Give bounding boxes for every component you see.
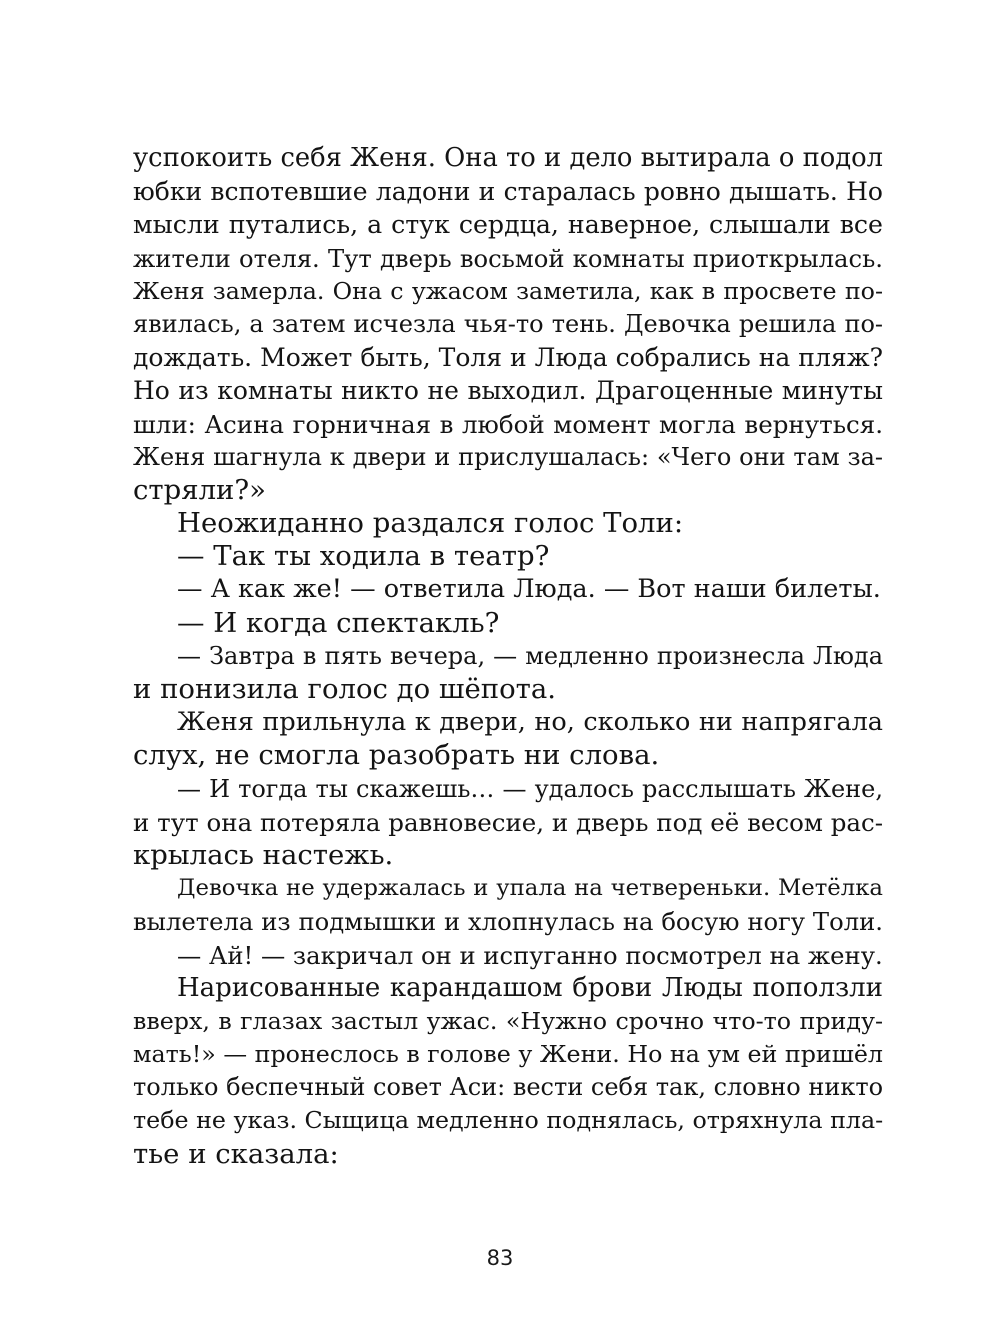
page-number: 83	[486, 1246, 514, 1270]
text-line-11: стряли?»	[133, 473, 266, 506]
text-line-3: мысли путались, а стук сердца, наверное, слышали все	[133, 210, 883, 240]
text-line-10: Женя шагнула к двери и прислушалась: «Чего они там за-	[133, 442, 883, 471]
text-line-19: слух, не смогла разобрать ни слова.	[133, 739, 660, 772]
text-line-17: и понизила голос до шёпота.	[133, 673, 556, 705]
text-line-15: — И когда спектакль?	[177, 606, 500, 639]
text-line-28: мать!» — пронеслось в голове у Жени. Но на ум ей пришёл	[133, 1040, 883, 1069]
text-line-13: — Так ты ходила в театр?	[177, 540, 550, 573]
text-line-12: Неожиданно раздался голос Толи:	[177, 507, 684, 540]
text-line-14: — А как же! — ответила Люда. — Вот наши билеты.	[177, 574, 881, 605]
text-line-8: Но из комнаты никто не выходил. Драгоценные минуты	[133, 376, 883, 406]
text-line-21: и тут она потеряла равновесие, и дверь под её весом рас-	[133, 807, 883, 837]
body-text	[133, 142, 883, 1171]
text-line-25: — Ай! — закричал он и испуганно посмотрел на жену.	[177, 940, 883, 970]
text-line-5: Женя замерла. Она с ужасом заметила, как в просвете по-	[133, 276, 883, 305]
text-line-23: Девочка не удержалась и упала на четвереньки. Метёлка	[177, 875, 883, 902]
text-line-2: юбки вспотевшие ладони и старалась ровно дышать. Но	[133, 177, 883, 207]
text-line-29: только беспечный совет Аси: вести себя так, словно никто	[133, 1073, 884, 1102]
text-line-4: жители отеля. Тут дверь восьмой комнаты приоткрылась.	[133, 243, 883, 273]
text-line-16: — Завтра в пять вечера, — медленно произнесла Люда	[177, 641, 883, 670]
text-line-27: вверх, в глазах застыл ужас. «Нужно срочно что-то приду-	[133, 1006, 883, 1035]
text-line-7: дождать. Может быть, Толя и Люда собрались на пляж?	[133, 343, 883, 373]
text-line-20: — И тогда ты скажешь… — удалось расслышать Жене,	[177, 774, 883, 803]
text-line-31: тье и сказала:	[133, 1137, 339, 1170]
text-line-22: крылась настежь.	[133, 838, 394, 871]
text-line-30: тебе не указ. Сыщица медленно поднялась, отряхнула пла-	[133, 1106, 884, 1135]
text-line-24: вылетела из подмышки и хлопнулась на босую ногу Толи.	[133, 907, 883, 937]
text-line-18: Женя прильнула к двери, но, сколько ни напрягала	[177, 707, 883, 738]
text-line-9: шли: Асина горничная в любой момент могла вернуться.	[133, 409, 883, 439]
text-line-6: явилась, а затем исчезла чья-то тень. Девочка решила по-	[133, 309, 883, 338]
text-line-26: Нарисованные карандашом брови Люды поползли	[177, 972, 883, 1003]
text-line-1: успокоить себя Женя. Она то и дело вытирала о подол	[133, 143, 883, 173]
